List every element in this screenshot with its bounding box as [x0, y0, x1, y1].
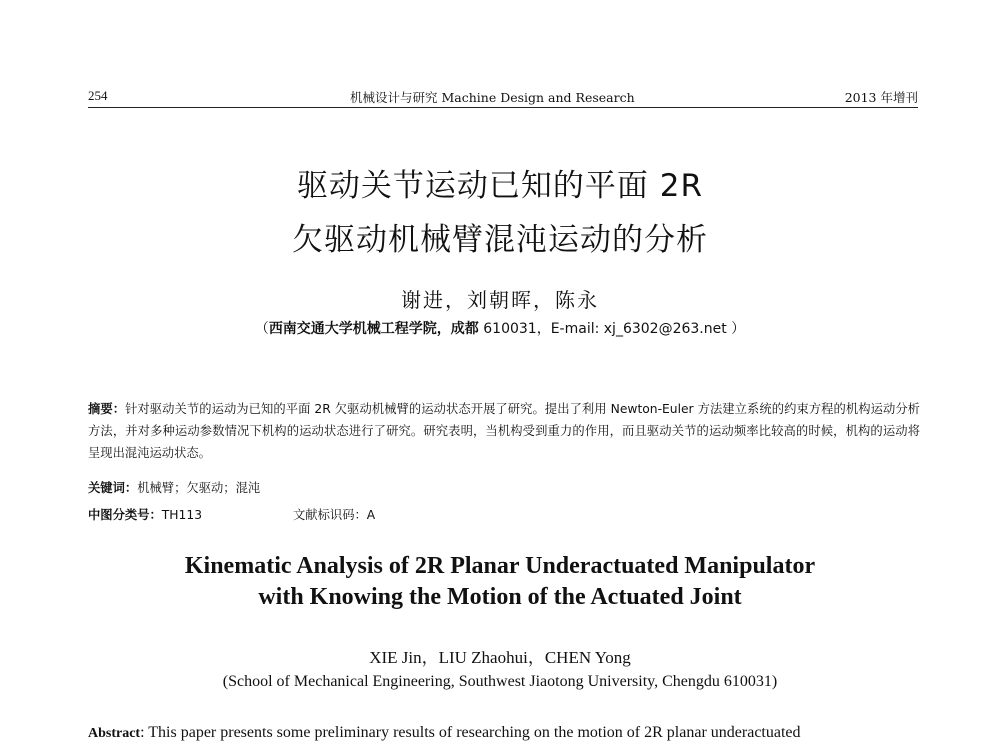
- english-abstract-label: Abstract: [88, 726, 141, 741]
- affiliation-open-paren: （: [254, 321, 269, 337]
- english-title-line-2: with Knowing the Motion of the Actuated Joint: [258, 584, 742, 610]
- journal-name: 机械设计与研究 Machine Design and Research: [350, 90, 635, 105]
- clc-value: TH113: [161, 508, 203, 522]
- english-affiliation: (School of Mechanical Engineering, Southwest Jiaotong University, Chengdu 610031): [222, 673, 778, 690]
- english-abstract: [88, 720, 920, 747]
- affiliation-contact: 610031，E-mail: xj_6302@263.net ）: [478, 321, 746, 337]
- issue-label: 2013 年增刊: [844, 90, 918, 105]
- doc-code-label: 文献标识码：: [293, 508, 367, 522]
- affiliation-organization: 西南交通大学机械工程学院，成都: [268, 321, 479, 337]
- classification-line: [88, 505, 588, 523]
- document-code: [293, 505, 375, 523]
- chinese-keywords: [88, 478, 260, 496]
- chinese-abstract-text: 针对驱动关节的运动为已知的平面 2R 欠驱动机械臂的运动状态开展了研究。提出了利用 Newton-Euler 方法建立系统的约束方程的机构运动分析方法，并对多种运动参数情况下机构的运动状态进行了研究。研究表明，当机构受到重力的作用，而且驱动关节的运动频率比较高的时候，机构的运动将呈现出混沌运动状态。: [88, 402, 920, 460]
- chinese-abstract-label: 摘要：: [88, 402, 126, 416]
- clc-label: 中图分类号：: [88, 508, 162, 522]
- chinese-title-line-2: 欠驱动机械臂混沌运动的分析: [292, 222, 708, 258]
- keywords-text: 机械臂；欠驱动；混沌: [137, 481, 261, 495]
- chinese-affiliation: [0, 318, 1000, 338]
- chinese-abstract: [88, 398, 920, 464]
- header-rule: [88, 107, 918, 108]
- english-abstract-text: : This paper presents some preliminary results of researching on the motion of 2R planar underactuated: [140, 724, 801, 741]
- running-header: [88, 88, 918, 108]
- chinese-authors: 谢进，刘朝晖，陈永: [401, 288, 599, 312]
- english-title-line-1: Kinematic Analysis of 2R Planar Underactuated Manipulator: [184, 553, 816, 579]
- page-number: 254: [88, 88, 108, 103]
- chinese-title-line-1: 驱动关节运动已知的平面 2R: [296, 168, 704, 204]
- english-authors: XIE Jin，LIU Zhaohui，CHEN Yong: [369, 648, 631, 667]
- keywords-label: 关键词：: [88, 481, 138, 495]
- doc-code-value: A: [366, 508, 376, 522]
